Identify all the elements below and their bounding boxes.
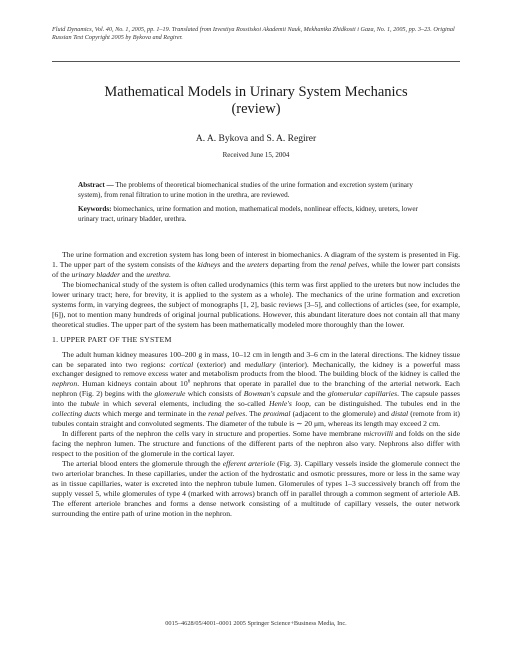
keywords-paragraph: [78, 205, 436, 224]
italic-term: cortical: [169, 359, 194, 369]
italic-term: urethra: [146, 269, 169, 279]
authors: A. A. Bykova and S. A. Regirer: [195, 134, 317, 144]
abstract-block: [78, 181, 436, 229]
text-run: which consists of: [185, 389, 244, 399]
italic-term: urinary bladder: [71, 269, 121, 279]
text-run: .: [168, 269, 171, 279]
text-run: (adjacent to the glomerule) and: [290, 409, 392, 419]
body-paragraph-1: [52, 250, 460, 280]
italic-term: glomerular capillaries: [327, 389, 398, 399]
abstract-text: The problems of theoretical biomechanical studies of the urine formation and excretion system (urinary system), from renal filtration to urine motion in the urethra, are reviewed.: [78, 181, 413, 199]
title-line-2: (review): [231, 101, 281, 117]
text-run: The adult human kidney measures 100–200 g in mass, 10–12 cm in length and 3–6 cm in the lateral directions. The kidney tissue can be separated into two regions:: [52, 349, 460, 369]
abstract-paragraph: [78, 181, 436, 200]
italic-term: efferent arteriole: [222, 459, 275, 469]
keywords-label: Keywords:: [78, 205, 112, 214]
text-run: , can be distinguished. The tubules end in the: [309, 399, 460, 409]
text-run: The arterial blood enters the glomerule through the: [62, 459, 223, 469]
italic-term: Bowman's capsule: [243, 389, 301, 399]
italic-term: nephron: [52, 379, 78, 389]
copyright-footer: 0015–4628/05/4001–0001 2005 Springer Science+Business Media, Inc.: [165, 620, 347, 627]
italic-term: glomerule: [154, 389, 186, 399]
body-paragraph-3: [52, 350, 460, 430]
italic-term: distal: [391, 409, 409, 419]
text-run: which merge and terminate in the: [100, 409, 209, 419]
text-run: and the: [220, 259, 248, 269]
text-run: and the: [120, 269, 147, 279]
abstract-label: Abstract —: [78, 181, 114, 189]
text-run: , while the lower part consists of the: [52, 259, 460, 279]
text-run: . The capsule passes into the: [52, 389, 460, 409]
italic-term: medullary: [244, 359, 276, 369]
text-run: (remote from it) tubules contain straight and convoluted segments. The diameter of the tubule is ∼ 20 μm, whereas its length may exceed 2 cm.: [52, 409, 460, 429]
article-body: [52, 250, 460, 519]
italic-term: proximal: [263, 409, 291, 419]
italic-term: tubule: [80, 399, 100, 409]
text-run: The urine formation and excretion system has long been of interest in biomechanics. A diagram of the system is presented in Fig. 1. The upper part of the system consists of the: [52, 250, 460, 269]
body-paragraph-4: [52, 429, 460, 459]
text-run: In different parts of the nephron the cells vary in structure and properties. Some have membrane: [62, 429, 364, 439]
italic-term: renal pelves: [330, 259, 368, 269]
text-run: . Human kidneys contain about 10: [77, 379, 188, 389]
received-date: Received June 15, 2004: [222, 151, 290, 159]
italic-term: Henle's loop: [269, 399, 310, 409]
text-run: nephrons that operate in parallel due to the branching of the arterial network. Each nephron (Fig. 2) begins with the: [52, 379, 461, 399]
body-paragraph-2: The biomechanical study of the system is often called urodynamics (this term was first applied to the ureters but now includes the lower urinary tract; here, for brevity, it is applied to the system as a whole). The mechanics of the urine formation and excretion systems form, in varying degrees, the subject of monographs [1, 2], basic reviews [3–5], and collections of articles (see, for example, [6]), not to mention many hundreds of original journal publications. However, this abundant literature does not contain all that many theoretical studies. The upper part of the system has been mathematically modeled more thoroughly than the lower.: [52, 279, 460, 329]
text-run: departing from the: [268, 259, 331, 269]
article-title: [52, 84, 460, 118]
text-run: in which several elements, including the so-called: [99, 399, 270, 409]
text-run: and the: [300, 389, 328, 399]
italic-term: renal pelves: [208, 409, 246, 419]
keywords-text: biomechanics, urine formation and motion, mathematical models, nonlinear effects, kidney, ureters, lower urinary tract, urinary bladder, urethra.: [78, 205, 418, 223]
italic-term: microvilli: [363, 429, 394, 439]
title-line-1: Mathematical Models in Urinary System Mechanics: [104, 84, 408, 100]
text-run: (Fig. 3). Capillary vessels inside the glomerule connect the two arteriolar branches. In these capillaries, under the action of the hydrostatic and osmotic pressures, more or less in the same way as in tissue capillaries, water is excreted into the nephron tubule lumen. Glomerules of types 1–3 successively branch off from the supply vessel 5, while glomerules of type 4 (marked with arrows) branch off in parallel through a common segment of arteriole AB. The efferent arteriole branches and forms a dense network consisting of a multitude of capillary vessels, the outer network surrounding the entire path of urine motion in the nephron.: [52, 459, 460, 518]
text-run: (interior). Mechanically, the kidney is a powerful mass exchanger designed to remove excess water and metabolism products from the blood. The building block of the kidney is called the: [52, 359, 460, 379]
text-run: (exterior) and: [193, 359, 245, 369]
text-run: . The: [245, 409, 264, 419]
body-paragraph-5: [52, 459, 460, 519]
section-heading: 1. UPPER PART OF THE SYSTEM: [52, 334, 172, 344]
superscript: 6: [187, 379, 191, 385]
italic-term: ureters: [247, 259, 269, 269]
italic-term: collecting ducts: [52, 409, 101, 419]
header-divider: [52, 61, 460, 62]
text-run: and folds on the side facing the nephron lumen. The structure and functions of the different parts of the nephron also vary. Nephrons also differ with respect to the position of the glomerule in the cortical layer.: [52, 429, 460, 459]
italic-term: kidneys: [197, 259, 221, 269]
journal-citation-header: Fluid Dynamics, Vol. 40, No. 1, 2005, pp. 1–19. Translated from Izvestiya Rossiiskoi Akademii Nauk, Mekhanika Zhidkosti i Gaza, No. 1, 2005, pp. 3–23. Original Russian Text Copyright 2005 by Bykova and Regirer.: [52, 26, 455, 42]
